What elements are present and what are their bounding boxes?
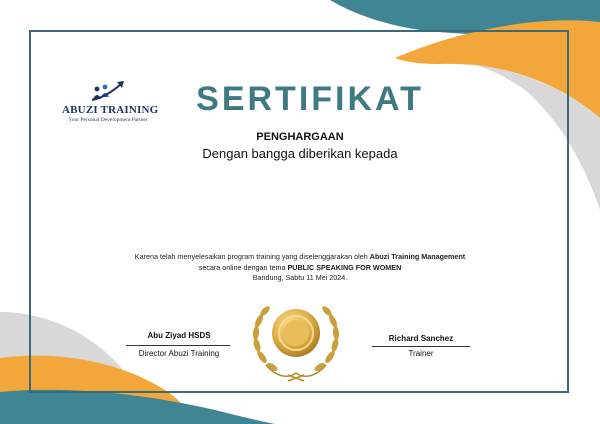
signature-line-right	[372, 346, 470, 347]
body-line-1-text: Karena telah menyelesaikan program training yang diselenggarakan oleh	[134, 252, 370, 261]
logo-tagline: Your Personal Development Partner	[68, 117, 148, 123]
certificate-subtitle: Dengan bangga diberikan kepada	[202, 146, 398, 161]
signature-name-left: Abu Ziyad HSDS	[147, 331, 211, 340]
certificate-body	[80, 252, 520, 284]
signature-line-left	[126, 345, 230, 346]
logo-name: ABUZI TRAINING	[62, 104, 159, 116]
training-theme: PUBLIC SPEAKING FOR WOMEN	[287, 262, 402, 272]
gold-medal-laurel-icon	[248, 297, 344, 383]
signature-role-left: Director Abuzi Training	[138, 349, 220, 358]
logo	[62, 77, 159, 125]
signature-role-right: Trainer	[408, 349, 434, 358]
place-date: Bandung, Sabtu 11 Mei 2024.	[252, 273, 348, 282]
award-label: PENGHARGAAN	[256, 131, 344, 143]
organizer-name: Abuzi Training Management	[369, 252, 466, 261]
body-line-1	[80, 252, 520, 263]
people-growth-arrow-icon	[88, 80, 128, 102]
certificate-title: SERTIFIKAT	[196, 80, 424, 118]
body-line-2	[80, 263, 520, 274]
signature-name-right: Richard Sanchez	[388, 334, 454, 343]
body-line-2-text: secara online dengan tema	[198, 262, 288, 272]
